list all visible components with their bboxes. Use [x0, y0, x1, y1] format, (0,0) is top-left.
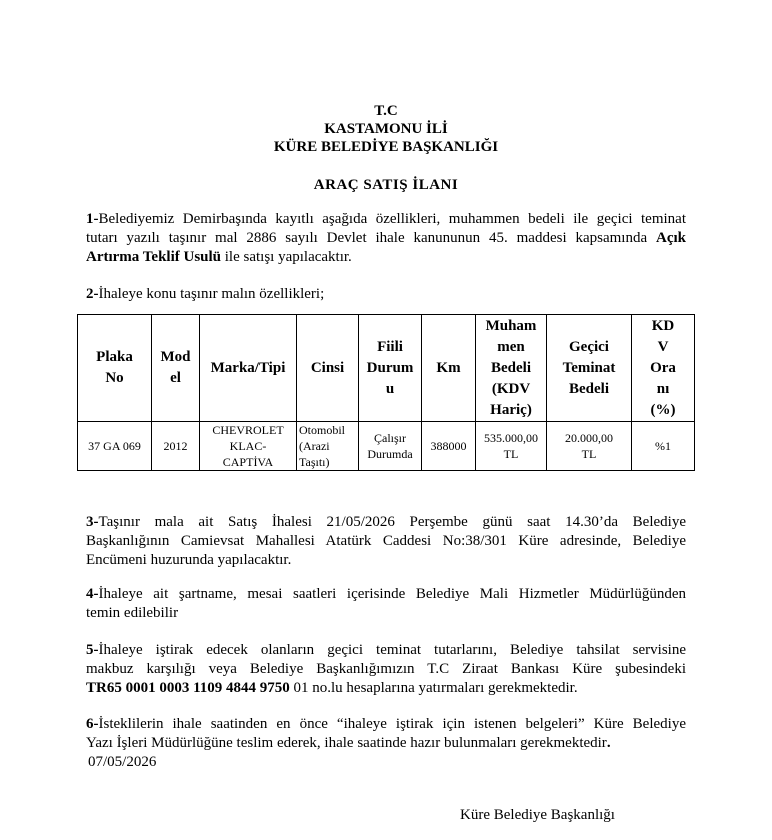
header-tc: T.C [374, 103, 398, 119]
table-cell: %1 [632, 422, 695, 471]
table-header-cell: Km [422, 315, 476, 422]
iban-number: TR65 0001 0003 1109 4844 9750 [86, 680, 290, 696]
table-header-cell: Geçici Teminat Bedeli [547, 315, 632, 422]
table-header-cell: Plaka No [78, 315, 152, 422]
notice-date: 07/05/2026 [88, 754, 157, 770]
notice-title: ARAÇ SATIŞ İLANI [313, 177, 459, 193]
table-header-cell: Cinsi [297, 315, 359, 422]
table-header-cell: KD V Ora nı (%) [632, 315, 695, 422]
table-cell: Otomobil (Arazi Taşıtı) [297, 422, 359, 471]
table-header-cell: Mod el [152, 315, 200, 422]
table-cell: 2012 [152, 422, 200, 471]
table-header-cell: Marka/Tipi [200, 315, 297, 422]
table-cell: CHEVROLET KLAC- CAPTİVA [200, 422, 297, 471]
paragraph-1-line-2: tutarı yazılı taşınır mal 2886 sayılı Devlet ihale kanununun 45. maddesi kapsamında Açık [86, 230, 686, 246]
paragraph-1-line-1: 1-Belediyemiz Demirbaşında kayıtlı aşağıda özellikleri, muhammen bedeli ile geçici teminat [86, 211, 686, 227]
vehicle-table [77, 314, 695, 471]
table-cell: 535.000,00 TL [476, 422, 547, 471]
vehicle-table-header-row [78, 315, 695, 422]
table-cell: 388000 [422, 422, 476, 471]
vehicle-table-row [78, 422, 695, 471]
header-municipality: KÜRE BELEDİYE BAŞKANLIĞI [273, 139, 499, 155]
table-cell: 37 GA 069 [78, 422, 152, 471]
header-province: KASTAMONU İLİ [324, 121, 448, 137]
paragraph-1 [86, 210, 686, 267]
paragraph-2: 2-İhaleye konu taşınır malın özellikleri; [86, 286, 325, 302]
paragraph-1-line-3: Artırma Teklif Usulü ile satışı yapılacaktır. [86, 249, 352, 265]
paragraph-4: 4-İhaleye ait şartname, mesai saatleri içerisinde Belediye Mali Hizmetler Müdürlüğünden temin edilebilir [86, 586, 686, 621]
paragraph-5: 5-İhaleye iştirak edecek olanların geçici teminat tutarlarını, Belediye tahsilat servisine makbuz karşılığı veya Belediye Başkanlığımızın T.C Ziraat Bankası Küre şubesindeki TR65 0001 0003 1109 4844 9750 01 no.lu hesaplarına yatırmaları gerekmektedir. [86, 642, 686, 696]
table-header-cell: Muham men Bedeli (KDV Hariç) [476, 315, 547, 422]
paragraph-6: 6-İsteklilerin ihale saatinden en önce “ihaleye iştirak için istenen belgeleri” Küre Belediye Yazı İşleri Müdürlüğüne teslim ederek, ihale saatinde hazır bulunmaları gerekmektedir. [86, 716, 686, 751]
table-cell: Çalışır Durumda [359, 422, 422, 471]
signature-block: Küre Belediye Başkanlığı [460, 807, 615, 823]
table-cell: 20.000,00 TL [547, 422, 632, 471]
paragraph-3: 3-Taşınır mala ait Satış İhalesi 21/05/2026 Perşembe günü saat 14.30’da Belediye Başkanlığının Camievsat Mahallesi Atatürk Caddesi No:38/301 Küre adresinde, Belediye Encümeni huzurunda yapılacaktır. [86, 514, 686, 568]
table-header-cell: Fiili Durum u [359, 315, 422, 422]
